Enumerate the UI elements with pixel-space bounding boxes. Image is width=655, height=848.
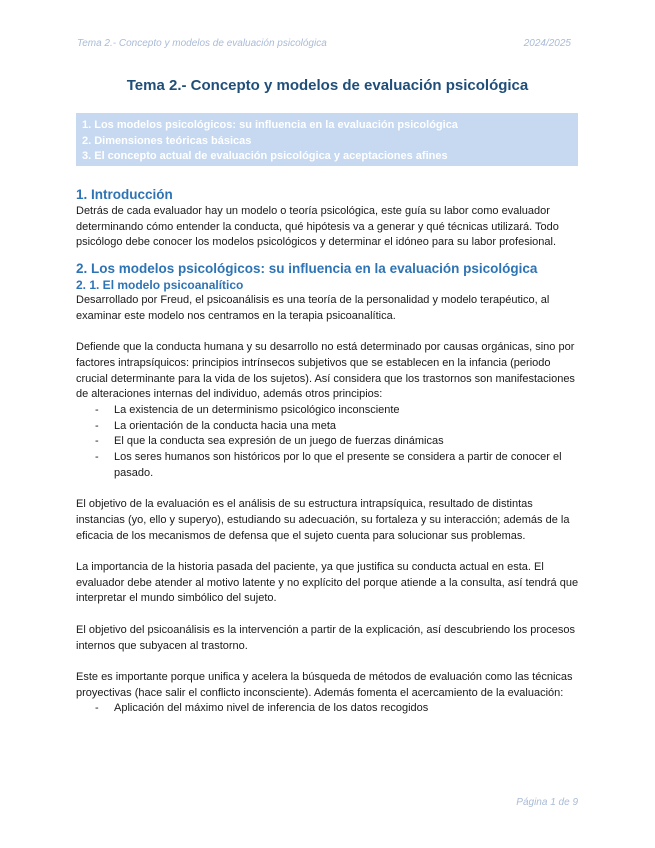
paragraph: La importancia de la historia pasada del paciente, ya que justifica su conducta actual en esta. El evaluador debe atender al motivo latente y no explícito del porque atiende a la consulta, así tendrá que interpretar el mundo simbólico del sujeto.: [76, 561, 579, 605]
list-item: - Aplicación del máximo nivel de inferencia de los datos recogidos: [95, 702, 429, 715]
approach-list: [76, 701, 580, 717]
table-of-contents: [76, 113, 578, 166]
list-item-text: La orientación de la conducta hacia una meta: [114, 419, 336, 432]
subsection-heading-psicoanalitico: 2. 1. El modelo psicoanalítico: [76, 278, 244, 293]
list-item-text: Aplicación del máximo nivel de inferencia de los datos recogidos: [114, 702, 429, 715]
paragraph: Desarrollado por Freud, el psicoanálisis es una teoría de la personalidad y modelo terapéutico, al examinar este modelo nos centramos en la terapia psicoanalítica.: [76, 294, 550, 322]
principles-list: [76, 403, 580, 482]
list-item: - El que la conducta sea expresión de un juego de fuerzas dinámicas: [95, 435, 444, 448]
section-heading-modelos: 2. Los modelos psicológicos: su influencia en la evaluación psicológica: [76, 261, 538, 277]
toc-item[interactable]: 1. Los modelos psicológicos: su influencia en la evaluación psicológica: [82, 119, 458, 131]
list-item: - La orientación de la conducta hacia una meta: [95, 419, 336, 432]
section-heading-introduccion: 1. Introducción: [76, 187, 173, 202]
page-header: [77, 38, 571, 49]
paragraph: El objetivo del psicoanálisis es la intervención a partir de la explicación, así descubriendo los procesos internos que subyacen al trastorno.: [76, 623, 575, 652]
toc-item[interactable]: 2. Dimensiones teóricas básicas: [82, 134, 252, 147]
paragraph: Defiende que la conducta humana y su desarrollo no está determinado por causas orgánicas, sino por factores intrapsíquicos: principios intrínsecos subjetivos que se establecen en la infancia (periodo crucial determinante para la vida de los sujetos). Así considera que los trastornos son manifestaciones de alteraciones internas del individuo, además otros principios:: [76, 341, 575, 401]
toc-item[interactable]: 3. El concepto actual de evaluación psicológica y aceptaciones afines: [82, 150, 448, 162]
paragraph: El objetivo de la evaluación es el análisis de su estructura intrapsíquica, resultado de distintas instancias (yo, ello y superyo), estudiando su adecuación, su fortaleza y su interacción; además de la eficacia de los mecanismos de defensa que el sujeto cuenta para solucionar sus problemas.: [76, 498, 570, 542]
page-title: Tema 2.- Concepto y modelos de evaluación psicológica: [126, 77, 529, 94]
page-number: Página 1 de 9: [516, 797, 578, 808]
list-item-text: Los seres humanos son históricos por lo que el presente se considera a partir de conocer el pasado.: [114, 451, 562, 479]
document-body: [76, 186, 580, 717]
list-item-text: La existencia de un determinismo psicológico inconsciente: [114, 404, 400, 417]
list-item: - La existencia de un determinismo psicológico inconsciente: [95, 404, 400, 417]
paragraph: Detrás de cada evaluador hay un modelo o teoría psicológica, este guía su labor como evaluador determinando cómo entender la conducta, qué hipótesis va a generar y qué técnicas utilizará. Todo psicólogo debe conocer los modelos psicológicos y determinar el idóneo para su labor profesional.: [76, 205, 559, 249]
list-item: - Los seres humanos son históricos por lo que el presente se considera a partir de conocer el pasado.: [95, 451, 562, 479]
list-item-text: El que la conducta sea expresión de un juego de fuerzas dinámicas: [114, 435, 444, 448]
header-academic-year: 2024/2025: [523, 38, 571, 49]
header-document-title: Tema 2.- Concepto y modelos de evaluación psicológica: [77, 38, 327, 49]
paragraph: Este es importante porque unifica y acelera la búsqueda de métodos de evaluación como las técnicas proyectivas (hace salir el conflicto inconsciente). Además fomenta el acercamiento de la evaluación:: [76, 670, 573, 699]
